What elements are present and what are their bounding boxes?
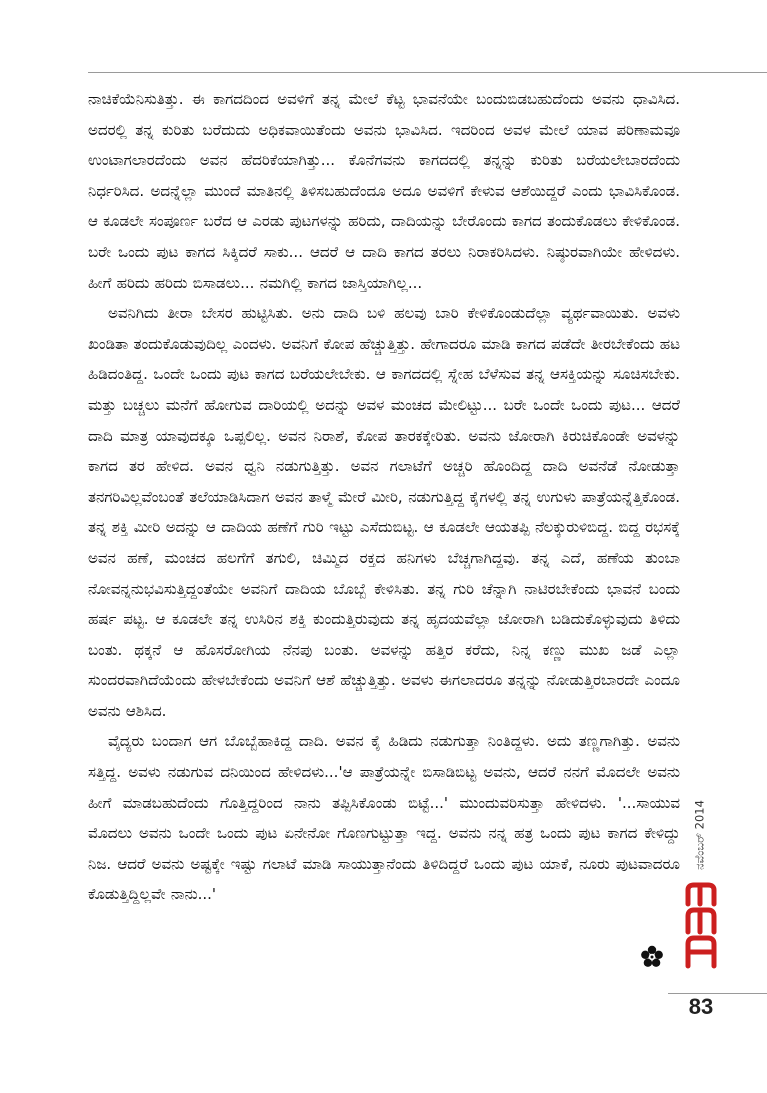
page-number: 83 <box>688 994 714 1019</box>
top-rule <box>88 72 767 73</box>
flower-icon <box>640 945 664 969</box>
paragraph-3: ವೈದ್ಯರು ಬಂದಾಗ ಆಗ ಬೊಬ್ಬೆಹಾಕಿದ್ದ ದಾದಿ. ಅವನ ಕೈ ಹಿಡಿದು ನಡುಗುತ್ತಾ ನಿಂತಿದ್ದಳು. ಅದು ತಣ್ಣಗಾಗಿತ್ತು. ಅವನು ಸತ್ತಿದ್ದ. ಅವಳು ನಡುಗುವ ದನಿಯಿಂದ ಹೇಳಿದಳು...'ಆ ಪಾತ್ರೆಯನ್ನೇ ಬಿಸಾಡಿಬಿಟ್ಟ ಅವನು, ಆದರೆ ನನಗೆ ಮೊದಲೇ ಅವನು ಹೀಗೆ ಮಾಡಬಹುದೆಂದು ಗೊತ್ತಿದ್ದರಿಂದ ನಾನು ತಪ್ಪಿಸಿಕೊಂಡು ಬಿಟ್ಟೆ...' ಮುಂದುವರಿಸುತ್ತಾ ಹೇಳಿದಳು. '...ಸಾಯುವ ಮೊದಲು ಅವನು ಒಂದೇ ಒಂದು ಪುಟ ಏನೇನೋ ಗೊಣಗುಟ್ಟುತ್ತಾ ಇದ್ದ. ಅವನು ನನ್ನ ಹತ್ರ ಒಂದು ಪುಟ ಕಾಗದ ಕೇಳಿದ್ದು ನಿಜ. ಆದರೆ ಅವನು ಅಷ್ಟಕ್ಕೇ ಇಷ್ಟು ಗಲಾಟೆ ಮಾಡಿ ಸಾಯುತ್ತಾನೆಂದು ತಿಳಿದಿದ್ದರೆ ಒಂದು ಪುಟ ಯಾಕೆ, ನೂರು ಪುಟವಾದರೂ ಕೊಡುತ್ತಿದ್ದಿಲ್ಲವೇ ನಾನು...' <box>88 732 680 904</box>
magazine-side-label <box>680 790 720 970</box>
magazine-logo <box>680 882 720 970</box>
magazine-logo-glyphs <box>680 882 720 970</box>
article-body <box>88 84 680 910</box>
paragraph-2: ಅವನಿಗಿದು ತೀರಾ ಬೇಸರ ಹುಟ್ಟಿಸಿತು. ಅನು ದಾದಿ ಬಳಿ ಹಲವು ಬಾರಿ ಕೇಳಿಕೊಂಡುದೆಲ್ಲಾ ವ್ಯರ್ಥವಾಯಿತು. ಅವಳು ಖಂಡಿತಾ ತಂದುಕೊಡುವುದಿಲ್ಲ ಎಂದಳು. ಅವನಿಗೆ ಕೋಪ ಹೆಚ್ಚುತ್ತಿತ್ತು. ಹೇಗಾದರೂ ಮಾಡಿ ಕಾಗದ ಪಡೆದೇ ತೀರಬೇಕೆಂದು ಹಟ ಹಿಡಿದಂತಿದ್ದ. ಒಂದೇ ಒಂದು ಪುಟ ಕಾಗದ ಬರೆಯಲೇಬೇಕು. ಆ ಕಾಗದದಲ್ಲಿ ಸ್ನೇಹ ಬೆಳೆಸುವ ತನ್ನ ಆಸಕ್ತಿಯನ್ನು ಸೂಚಿಸಬೇಕು. ಮತ್ತು ಬಚ್ಚಲು ಮನೆಗೆ ಹೋಗುವ ದಾರಿಯಲ್ಲಿ ಅದನ್ನು ಅವಳ ಮಂಚದ ಮೇಲಿಟ್ಟು... ಬರೇ ಒಂದೇ ಒಂದು ಪುಟ... ಆದರೆ ದಾದಿ ಮಾತ್ರ ಯಾವುದಕ್ಕೂ ಒಪ್ಪಲಿಲ್ಲ. ಅವನ ನಿರಾಶೆ, ಕೋಪ ತಾರಕಕ್ಕೇರಿತು. ಅವನು ಜೋರಾಗಿ ಕಿರುಚಿಕೊಂಡೇ ಅವಳನ್ನು ಕಾಗದ ತರ ಹೇಳಿದ. ಅವನ ಧ್ವನಿ ನಡುಗುತ್ತಿತ್ತು. ಅವನ ಗಲಾಟೆಗೆ ಅಚ್ಚರಿ ಹೊಂದಿದ್ದ ದಾದಿ ಅವನೆಡೆ ನೋಡುತ್ತಾ ತನಗರಿವಿಲ್ಲವೆಂಬಂತೆ ತಲೆಯಾಡಿಸಿದಾಗ ಅವನ ತಾಳ್ಮೆ ಮೇರೆ ಮೀರಿ, ನಡುಗುತ್ತಿದ್ದ ಕೈಗಳಲ್ಲಿ ತನ್ನ ಉಗುಳು ಪಾತ್ರೆಯನ್ನೆತ್ತಿಕೊಂಡ. ತನ್ನ ಶಕ್ತಿ ಮೀರಿ ಅದನ್ನು ಆ ದಾದಿಯ ಹಣೆಗೆ ಗುರಿ ಇಟ್ಟು ಎಸೆದುಬಿಟ್ಟ. ಆ ಕೂಡಲೇ ಆಯತಪ್ಪಿ ನೆಲಕ್ಕುರುಳಿಬಿದ್ದ. ಬಿದ್ದ ರಭಸಕ್ಕೆ ಅವನ ಹಣೆ, ಮಂಚದ ಹಲಗೆಗೆ ತಗುಲಿ, ಚಿಮ್ಮಿದ ರಕ್ತದ ಹನಿಗಳು ಬೆಚ್ಚಗಾಗಿದ್ದವು. ತನ್ನ ಎದೆ, ಹಣೆಯ ತುಂಬಾ ನೋವನ್ನನುಭವಿಸುತ್ತಿದ್ದಂತೆಯೇ ಅವನಿಗೆ ದಾದಿಯ ಬೊಬ್ಬೆ ಕೇಳಿಸಿತು. ತನ್ನ ಗುರಿ ಚೆನ್ನಾಗಿ ನಾಟಿರಬೇಕೆಂದು ಭಾವನೆ ಬಂದು ಹರ್ಷ ಪಟ್ಟ. ಆ ಕೂಡಲೇ ತನ್ನ ಉಸಿರಿನ ಶಕ್ತಿ ಕುಂದುತ್ತಿರುವುದು ತನ್ನ ಹೃದಯವೆಲ್ಲಾ ಜೋರಾಗಿ ಬಡಿದುಕೊಳ್ಳುವುದು ತಿಳಿದು ಬಂತು. ಥಕ್ಕನೆ ಆ ಹೊಸರೋಗಿಯ ನೆನಪು ಬಂತು. ಅವಳನ್ನು ಹತ್ತಿರ ಕರೆದು, ನಿನ್ನ ಕಣ್ಣು ಮುಖ ಜಡೆ ಎಲ್ಲಾ ಸುಂದರವಾಗಿದೆಯೆಂದು ಹೇಳಬೇಕೆಂದು ಅವನಿಗೆ ಆಶೆ ಹೆಚ್ಚುತ್ತಿತ್ತು. ಅವಳು ಈಗಲಾದರೂ ತನ್ನನ್ನು ನೋಡುತ್ತಿರಬಾರದೇ ಎಂದೂ ಅವನು ಆಶಿಸಿದ. <box>88 304 680 720</box>
issue-month-year <box>680 790 720 880</box>
paragraph-1: ನಾಚಿಕೆಯೆನಿಸುತಿತ್ತು. ಈ ಕಾಗದದಿಂದ ಅವಳಿಗೆ ತನ್ನ ಮೇಲೆ ಕೆಟ್ಟ ಭಾವನೆಯೇ ಬಂದುಬಿಡಬಹುದೆಂದು ಅವನು ಧಾವಿಸಿದ. ಅದರಲ್ಲಿ ತನ್ನ ಕುರಿತು ಬರೆದುದು ಅಧಿಕವಾಯಿತೆಂದು ಅವನು ಭಾವಿಸಿದ. ಇದರಿಂದ ಅವಳ ಮೇಲೆ ಯಾವ ಪರಿಣಾಮವೂ ಉಂಟಾಗಲಾರದೆಂದು ಅವನ ಹೆದರಿಕೆಯಾಗಿತ್ತು... ಕೊನೆಗವನು ಕಾಗದದಲ್ಲಿ ತನ್ನನ್ನು ಕುರಿತು ಬರೆಯಲೇಬಾರದೆಂದು ನಿರ್ಧರಿಸಿದ. ಅದನ್ನೆಲ್ಲಾ ಮುಂದೆ ಮಾತಿನಲ್ಲಿ ತಿಳಿಸಬಹುದೆಂದೂ ಅದೂ ಅವಳಿಗೆ ಕೇಳುವ ಆಶೆಯಿದ್ದರೆ ಎಂದು ಭಾವಿಸಿಕೊಂಡ. ಆ ಕೂಡಲೇ ಸಂಪೂರ್ಣ ಬರೆದ ಆ ಎರಡು ಪುಟಗಳನ್ನು ಹರಿದು, ದಾದಿಯನ್ನು ಬೇರೊಂದು ಕಾಗದ ತಂದುಕೊಡಲು ಕೇಳಿಕೊಂಡ. ಬರೇ ಒಂದು ಪುಟ ಕಾಗದ ಸಿಕ್ಕಿದರೆ ಸಾಕು... ಆದರೆ ಆ ದಾದಿ ಕಾಗದ ತರಲು ನಿರಾಕರಿಸಿದಳು. ನಿಷ್ಠುರವಾಗಿಯೇ ಹೇಳಿದಳು. ಹೀಗೆ ಹರಿದು ಹರಿದು ಬಿಸಾಡಲು... ನಮಗಿಲ್ಲಿ ಕಾಗದ ಜಾಸ್ತಿಯಾಗಿಲ್ಲ... <box>88 90 680 292</box>
issue-month-year-text: ನವೆಂಬರ್ 2014 <box>692 800 707 870</box>
